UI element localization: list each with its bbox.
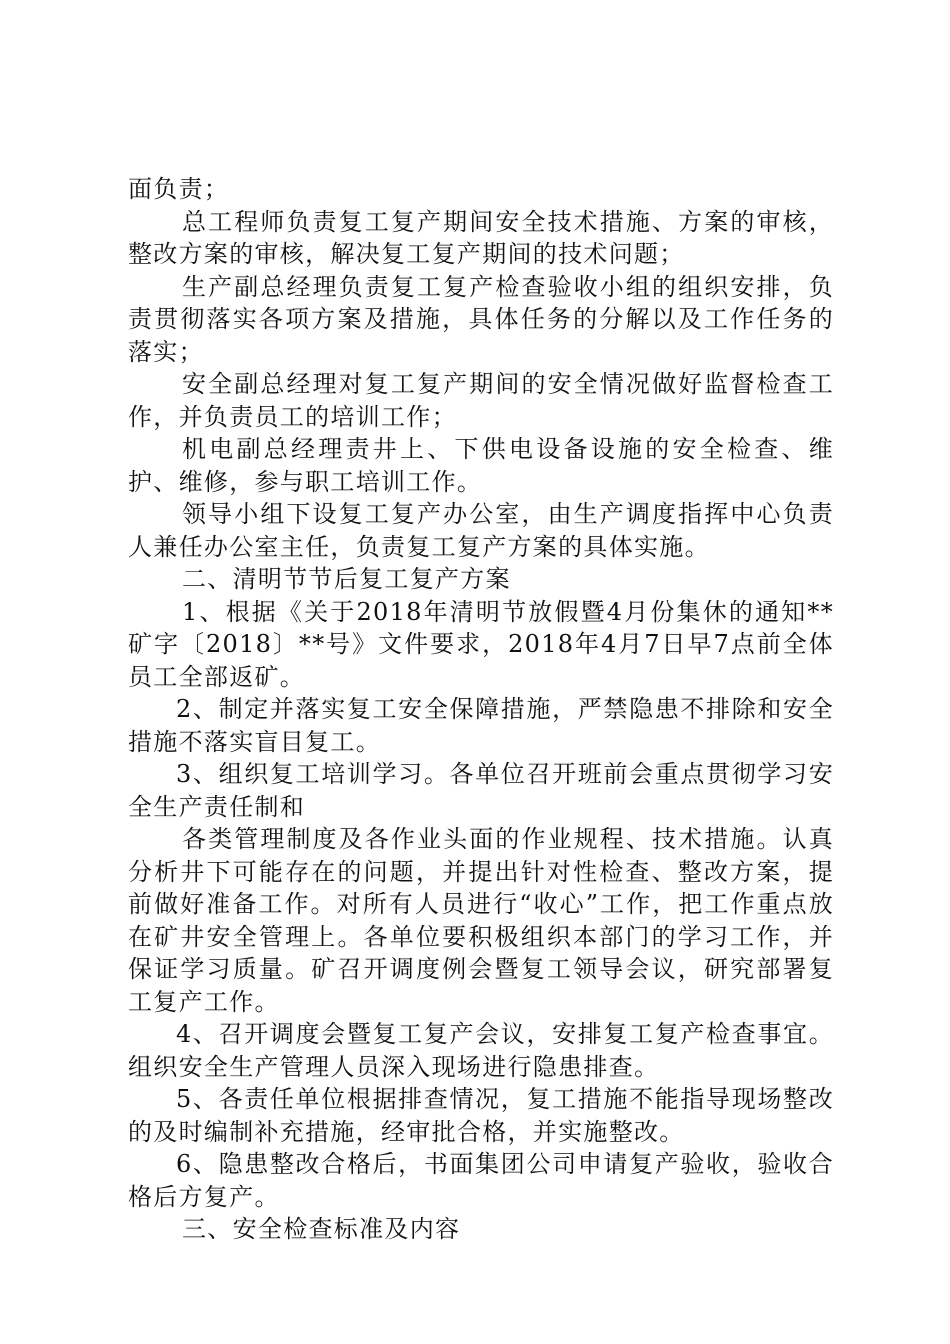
paragraph-item-4: 4、召开调度会暨复工复产会议，安排复工复产检查事宜。组织安全生产管理人员深入现场进行隐患排查。	[128, 1020, 834, 1081]
section-heading-3: 三、安全检查标准及内容	[182, 1215, 461, 1243]
paragraph-item-2: 2、制定并落实复工安全保障措施，严禁隐患不排除和安全措施不落实盲目复工。	[128, 695, 834, 756]
paragraph-item-3: 3、组织复工培训学习。各单位召开班前会重点贯彻学习安全生产责任制和	[128, 760, 834, 821]
paragraph-chief-engineer: 总工程师负责复工复产期间安全技术措施、方案的审核，整改方案的审核，解决复工复产期间的技术问题；	[128, 207, 834, 268]
paragraph-item-6: 6、隐患整改合格后，书面集团公司申请复产验收，验收合格后方复产。	[128, 1150, 834, 1211]
paragraph-item-3-continued: 各类管理制度及各作业头面的作业规程、技术措施。认真分析井下可能存在的问题，并提出针对性检查、整改方案，提前做好准备工作。对所有人员进行“收心”工作，把工作重点放在矿井安全管理上。各单位要积极组织本部门的学习工作，并保证学习质量。矿召开调度例会暨复工领导会议，研究部署复工复产工作。	[128, 825, 834, 1016]
paragraph-continuation: 面负责；	[128, 175, 230, 203]
paragraph-item-5: 5、各责任单位根据排查情况，复工措施不能指导现场整改的及时编制补充措施，经审批合格，并实施整改。	[128, 1085, 834, 1146]
section-heading-2: 二、清明节节后复工复产方案	[182, 565, 511, 593]
paragraph-office: 领导小组下设复工复产办公室，由生产调度指挥中心负责人兼任办公室主任，负责复工复产方案的具体实施。	[128, 500, 834, 561]
paragraph-safety-vp: 安全副总经理对复工复产期间的安全情况做好监督检查工作，并负责员工的培训工作；	[128, 370, 834, 431]
document-page	[128, 173, 834, 1246]
paragraph-production-vp: 生产副总经理负责复工复产检查验收小组的组织安排，负责贯彻落实各项方案及措施，具体任务的分解以及工作任务的落实；	[128, 272, 834, 366]
paragraph-electromechanical-vp: 机电副总经理责井上、下供电设备设施的安全检查、维护、维修，参与职工培训工作。	[128, 435, 834, 496]
paragraph-item-1: 1、根据《关于2018年清明节放假暨4月份集休的通知**矿字〔2018〕**号》文件要求，2018年4月7日早7点前全体员工全部返矿。	[128, 597, 834, 691]
